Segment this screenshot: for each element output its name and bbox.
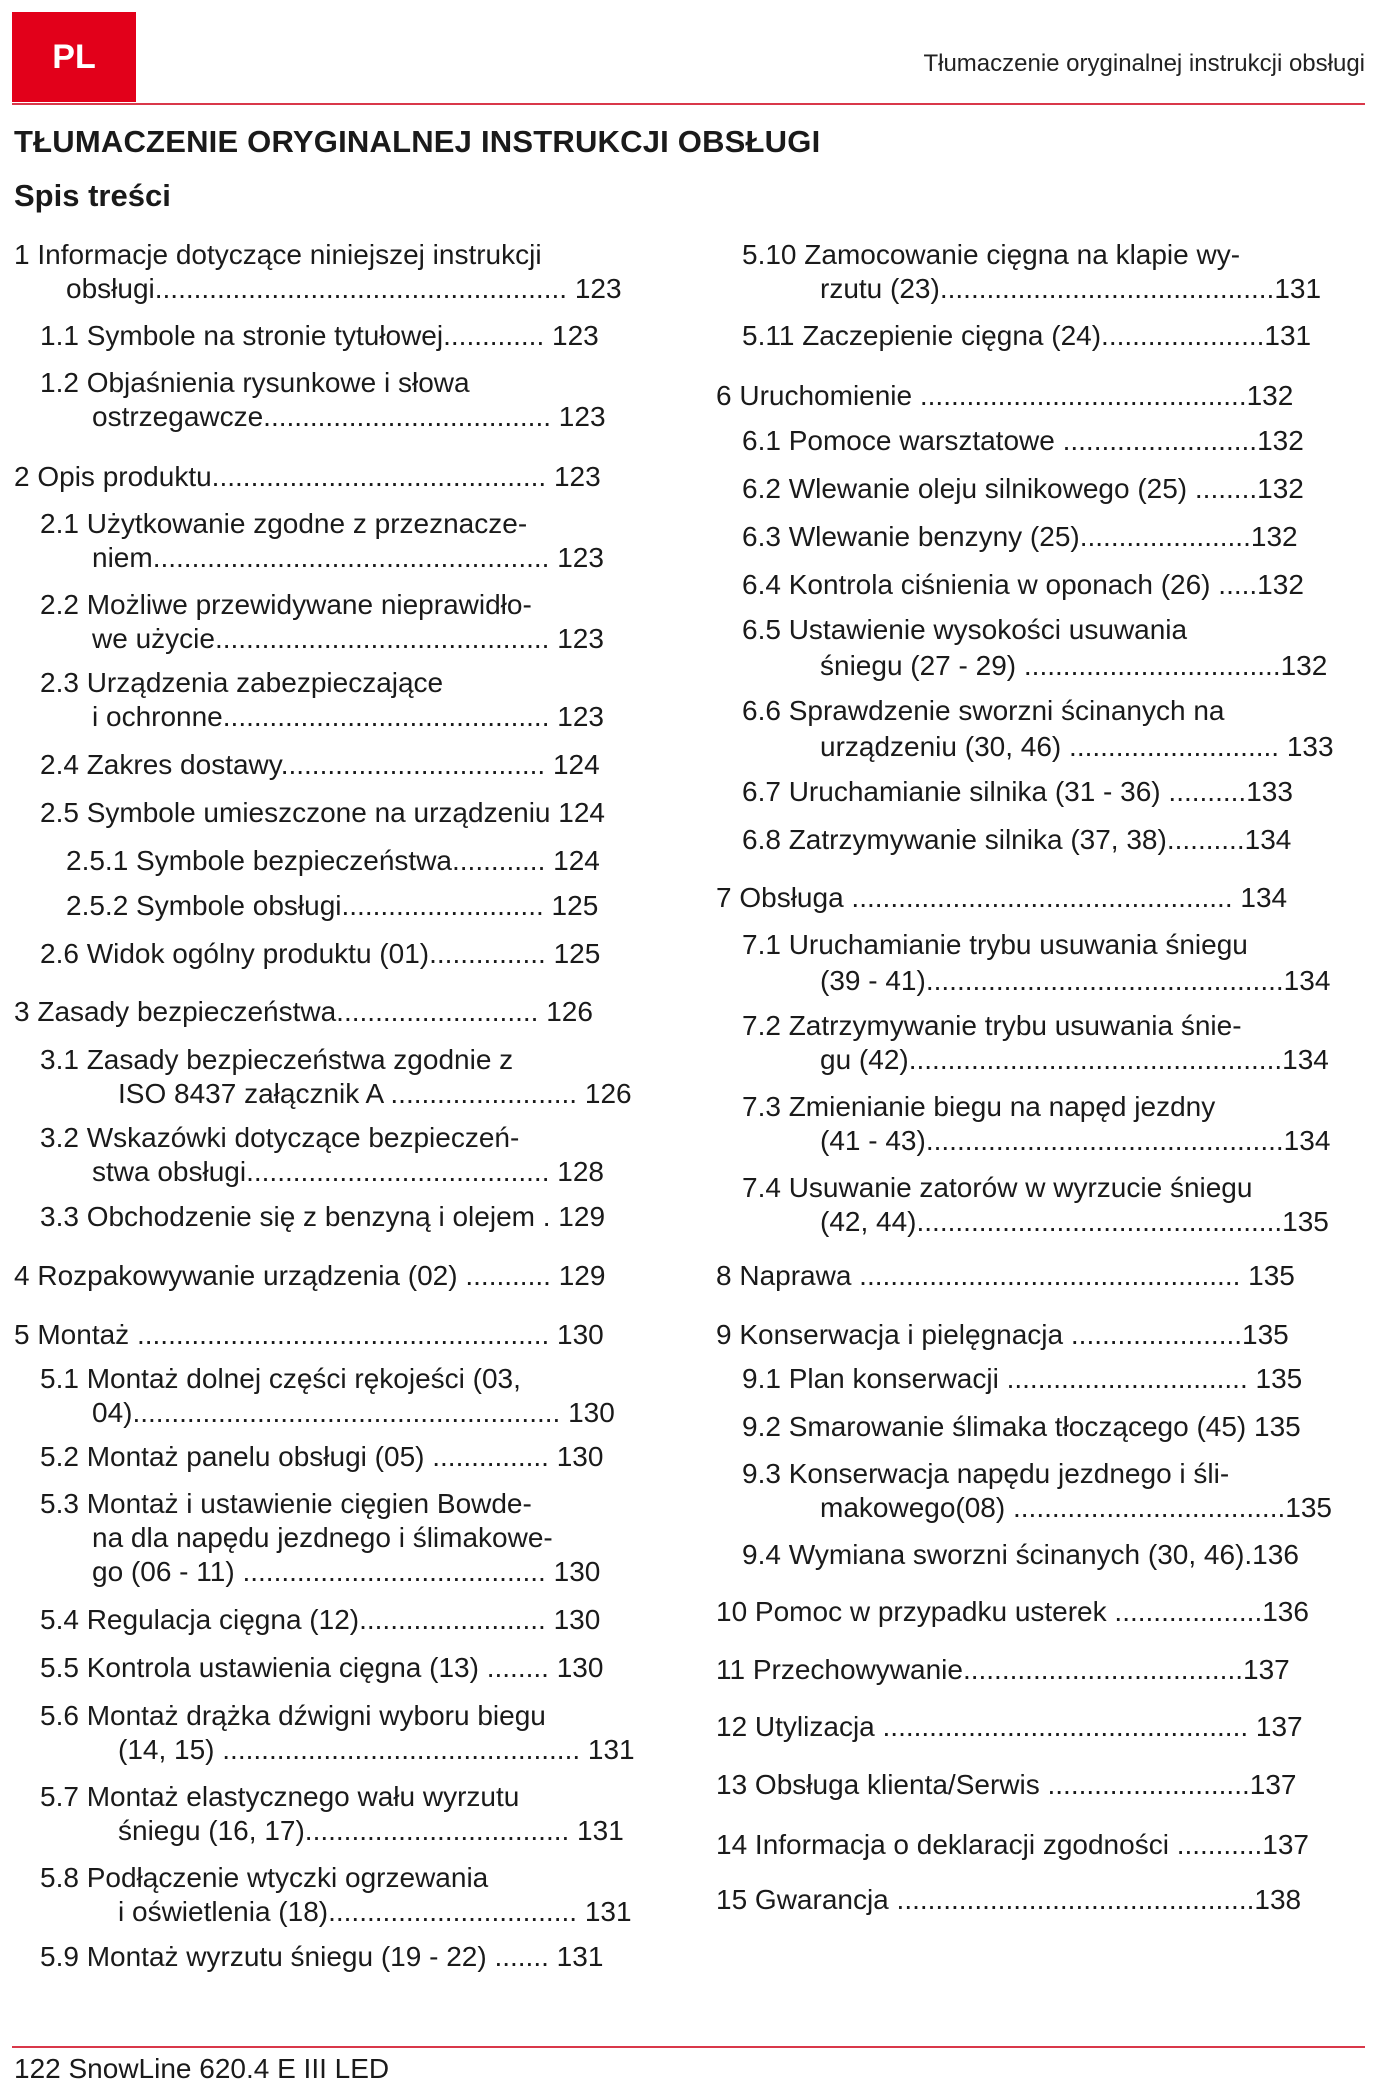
toc-entry[interactable]: 14 Informacja o deklaracji zgodności ...........137 (716, 1829, 1309, 1860)
toc-entry[interactable]: śniegu (16, 17).................................. 131 (118, 1815, 624, 1846)
toc-entry[interactable]: 4 Rozpakowywanie urządzenia (02) ........... 129 (14, 1260, 606, 1291)
toc-entry[interactable]: i oświetlenia (18)................................ 131 (118, 1896, 632, 1927)
toc-entry[interactable]: 13 Obsługa klienta/Serwis ..........................137 (716, 1769, 1297, 1800)
toc-entry[interactable]: 9.1 Plan konserwacji ............................... 135 (742, 1363, 1303, 1394)
toc-entry[interactable]: 5.11 Zaczepienie cięgna (24).....................131 (742, 320, 1312, 351)
toc-entry[interactable]: 2.3 Urządzenia zabezpieczające (40, 667, 444, 698)
toc-entry[interactable]: 2.1 Użytkowanie zgodne z przeznacze- (40, 508, 528, 539)
toc-entry[interactable]: na dla napędu jezdnego i ślimakowe- (92, 1522, 553, 1553)
toc-entry[interactable]: 3.3 Obchodzenie się z benzyną i olejem . 129 (40, 1201, 606, 1232)
toc-entry[interactable]: 2.5.1 Symbole bezpieczeństwa............ 124 (66, 845, 600, 876)
toc-entry[interactable]: urządzeniu (30, 46) ........................... 133 (820, 731, 1334, 762)
toc-entry[interactable]: obsługi..................................................... 123 (66, 273, 622, 304)
toc-entry[interactable]: 2.5.2 Symbole obsługi.......................... 125 (66, 890, 599, 921)
toc-entry[interactable]: 1.1 Symbole na stronie tytułowej............. 123 (40, 320, 599, 351)
toc-entry[interactable]: 9.2 Smarowanie ślimaka tłoczącego (45) 135 (742, 1411, 1301, 1442)
toc-entry[interactable]: (41 - 43)..............................................134 (820, 1125, 1331, 1156)
toc-entry[interactable]: 6.3 Wlewanie benzyny (25)......................132 (742, 521, 1298, 552)
toc-entry[interactable]: stwa obsługi....................................... 128 (92, 1156, 604, 1187)
toc-heading: Spis treści (14, 178, 171, 213)
toc-entry[interactable]: 7.2 Zatrzymywanie trybu usuwania śnie- (742, 1010, 1242, 1041)
toc-entry[interactable]: 04)....................................................... 130 (92, 1397, 615, 1428)
toc-entry[interactable]: 9.3 Konserwacja napędu jezdnego i śli- (742, 1458, 1230, 1489)
page-footer: 122 SnowLine 620.4 E III LED (14, 2053, 390, 2084)
toc-entry[interactable]: 7.4 Usuwanie zatorów w wyrzucie śniegu (742, 1172, 1253, 1203)
toc-entry[interactable]: 3.1 Zasady bezpieczeństwa zgodnie z (40, 1044, 514, 1075)
toc-entry[interactable]: 6.5 Ustawienie wysokości usuwania (742, 614, 1188, 645)
toc-entry[interactable]: 5.10 Zamocowanie cięgna na klapie wy- (742, 239, 1241, 270)
toc-entry[interactable]: śniegu (27 - 29) .................................132 (820, 650, 1328, 681)
toc-entry[interactable]: 5.8 Podłączenie wtyczki ogrzewania (40, 1862, 489, 1893)
toc-entry[interactable]: 11 Przechowywanie....................................137 (716, 1654, 1290, 1685)
toc-entry[interactable]: 1 Informacje dotyczące niniejszej instrukcji (14, 239, 542, 270)
toc-entry[interactable]: gu (42)................................................134 (820, 1044, 1329, 1075)
toc-entry[interactable]: 6.1 Pomoce warsztatowe .........................132 (742, 425, 1304, 456)
toc-entry[interactable]: 6.8 Zatrzymywanie silnika (37, 38)..........134 (742, 824, 1292, 855)
toc-entry[interactable]: 2.4 Zakres dostawy.................................. 124 (40, 749, 600, 780)
toc-entry[interactable]: 5.7 Montaż elastycznego wału wyrzutu (40, 1781, 520, 1812)
toc-entry[interactable]: 7.1 Uruchamianie trybu usuwania śniegu (742, 929, 1248, 960)
toc-entry[interactable]: 6.7 Uruchamianie silnika (31 - 36) ..........133 (742, 776, 1293, 807)
toc-entry[interactable]: 6.6 Sprawdzenie sworzni ścinanych na (742, 695, 1225, 726)
toc-entry[interactable]: i ochronne.......................................... 123 (92, 701, 604, 732)
document-title: TŁUMACZENIE ORYGINALNEJ INSTRUKCJI OBSŁUGI (14, 124, 821, 159)
toc-entry[interactable]: 6.2 Wlewanie oleju silnikowego (25) ........132 (742, 473, 1304, 504)
toc-entry[interactable]: 2.5 Symbole umieszczone na urządzeniu 124 (40, 797, 606, 828)
toc-entry[interactable]: 2.6 Widok ogólny produktu (01)............... 125 (40, 938, 601, 969)
toc-entry[interactable]: 6 Uruchomienie ..........................................132 (716, 380, 1294, 411)
toc-entry[interactable]: 8 Naprawa ................................................. 135 (716, 1260, 1295, 1291)
toc-entry[interactable]: 5.6 Montaż drążka dźwigni wyboru biegu (40, 1700, 546, 1731)
toc-entry[interactable]: 7 Obsługa ................................................. 134 (716, 882, 1288, 913)
toc-entry[interactable]: we użycie........................................... 123 (92, 623, 604, 654)
language-badge: PL (12, 12, 136, 102)
toc-entry[interactable]: 5.9 Montaż wyrzutu śniegu (19 - 22) ....... 131 (40, 1941, 604, 1972)
toc-entry[interactable]: 5.5 Kontrola ustawienia cięgna (13) ........ 130 (40, 1652, 604, 1683)
toc-entry[interactable]: 1.2 Objaśnienia rysunkowe i słowa (40, 367, 470, 398)
toc-entry[interactable]: (14, 15) .............................................. 131 (118, 1734, 635, 1765)
running-header-title: Tłumaczenie oryginalnej instrukcji obsługi (923, 50, 1365, 77)
toc-entry[interactable]: go (06 - 11) ....................................... 130 (92, 1556, 601, 1587)
footer-divider (12, 2046, 1365, 2048)
toc-entry[interactable]: 12 Utylizacja ............................................... 137 (716, 1711, 1303, 1742)
toc-entry[interactable]: niem................................................... 123 (92, 542, 604, 573)
toc-entry[interactable]: (42, 44)...............................................135 (820, 1206, 1329, 1237)
toc-entry[interactable]: ISO 8437 załącznik A ........................ 126 (118, 1078, 632, 1109)
toc-entry[interactable]: (39 - 41)..............................................134 (820, 965, 1331, 996)
toc-entry[interactable]: 10 Pomoc w przypadku usterek ...................136 (716, 1596, 1309, 1627)
toc-entry[interactable]: 5 Montaż ..................................................... 130 (14, 1319, 604, 1350)
toc-entry[interactable]: ostrzegawcze..................................... 123 (92, 401, 606, 432)
toc-entry[interactable]: 15 Gwarancja ..............................................138 (716, 1884, 1302, 1915)
header-divider (12, 103, 1365, 105)
toc-entry[interactable]: 5.4 Regulacja cięgna (12)........................ 130 (40, 1604, 601, 1635)
toc-entry[interactable]: 2 Opis produktu........................................... 123 (14, 461, 601, 492)
toc-entry[interactable]: 6.4 Kontrola ciśnienia w oponach (26) .....132 (742, 569, 1304, 600)
toc-entry[interactable]: 5.2 Montaż panelu obsługi (05) ............... 130 (40, 1441, 604, 1472)
toc-entry[interactable]: rzutu (23)...........................................131 (820, 273, 1322, 304)
toc-entry[interactable]: 5.3 Montaż i ustawienie cięgien Bowde- (40, 1488, 532, 1519)
toc-entry[interactable]: 9 Konserwacja i pielęgnacja ......................135 (716, 1319, 1289, 1350)
toc-entry[interactable]: 7.3 Zmienianie biegu na napęd jezdny (742, 1091, 1216, 1122)
toc-entry[interactable]: 3.2 Wskazówki dotyczące bezpieczeń- (40, 1122, 520, 1153)
toc-entry[interactable]: 9.4 Wymiana sworzni ścinanych (30, 46).136 (742, 1539, 1299, 1570)
toc-entry[interactable]: 5.1 Montaż dolnej części rękojeści (03, (40, 1363, 521, 1394)
toc-entry[interactable]: 3 Zasady bezpieczeństwa.......................... 126 (14, 996, 593, 1027)
toc-entry[interactable]: makowego(08) ...................................135 (820, 1492, 1332, 1523)
toc-entry[interactable]: 2.2 Możliwe przewidywane nieprawidło- (40, 589, 532, 620)
